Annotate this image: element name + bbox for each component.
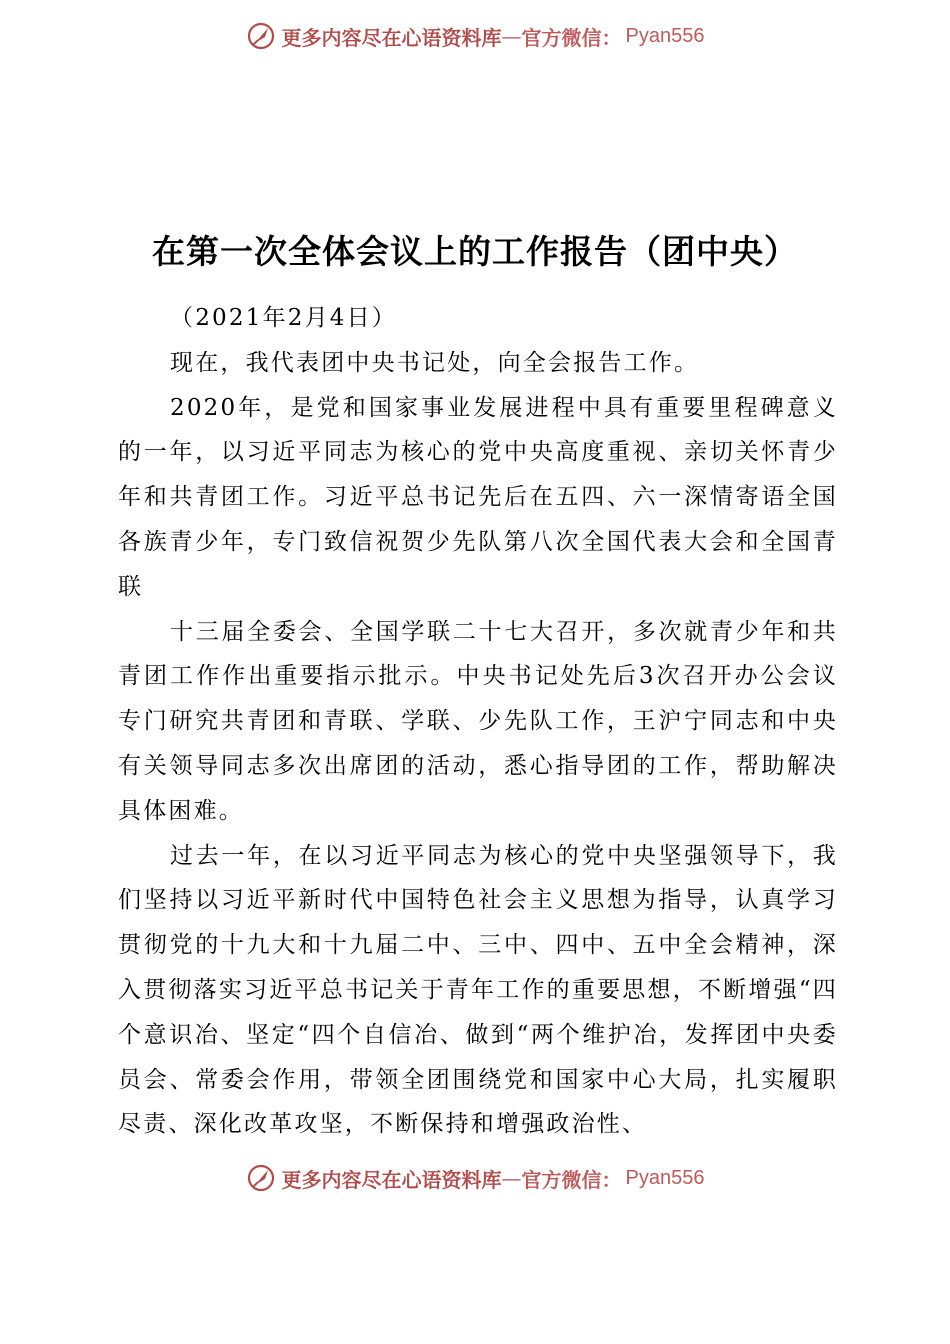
quill-logo-icon <box>246 1163 276 1193</box>
document-date: （2021年2月4日） <box>170 305 397 331</box>
document-body <box>118 296 838 1147</box>
footer-watermark <box>0 1158 950 1198</box>
watermark-main-text: 更多内容尽在心语资料库 <box>281 1167 502 1192</box>
header-watermark <box>0 16 950 56</box>
quill-logo-icon <box>246 21 276 51</box>
watermark-wechat-id: Pyan556 <box>625 24 705 47</box>
watermark-main-text: 更多内容尽在心语资料库 <box>281 25 502 50</box>
paragraph: 现在，我代表团中央书记处，向全会报告工作。 <box>170 349 700 376</box>
paragraph: 过去一年，在以习近平同志为核心的党中央坚强领导下，我们坚持以习近平新时代中国特色社会主义思想为指导，认真学习贯彻党的十九大和十九届二中、三中、四中、五中全会精神，深入贯彻落实习近平总书记关于青年工作的重要思想，不断增强“四个意识冶、坚定“四个自信冶、做到“两个维护冶，发挥团中央委员会、常委会作用，带领全团围绕党和国家中心大局，扎实履职尽责、深化改革攻坚，不断保持和增强政治性、 <box>118 842 838 1138</box>
watermark-wechat-id: Pyan556 <box>625 1166 705 1189</box>
paragraph: 2020年，是党和国家事业发展进程中具有重要里程碑意义的一年，以习近平同志为核心的党中央高度重视、亲切关怀青少年和共青团工作。习近平总书记先后在五四、六一深情寄语全国各族青少年，专门致信祝贺少先队第八次全国代表大会和全国青联 <box>118 394 838 600</box>
watermark-dash: — <box>501 1166 522 1190</box>
paragraph: 十三届全委会、全国学联二十七大召开，多次就青少年和共青团工作作出重要指示批示。中央书记处先后3次召开办公会议专门研究共青团和青联、学联、少先队工作，王沪宁同志和中央有关领导同志多次出席团的活动，悉心指导团的工作，帮助解决具体困难。 <box>118 618 838 824</box>
watermark-dash: — <box>501 24 522 48</box>
watermark-sub-text: 官方微信： <box>521 25 622 50</box>
document-title: 在第一次全体会议上的工作报告（团中央） <box>152 232 798 271</box>
watermark-sub-text: 官方微信： <box>521 1167 622 1192</box>
